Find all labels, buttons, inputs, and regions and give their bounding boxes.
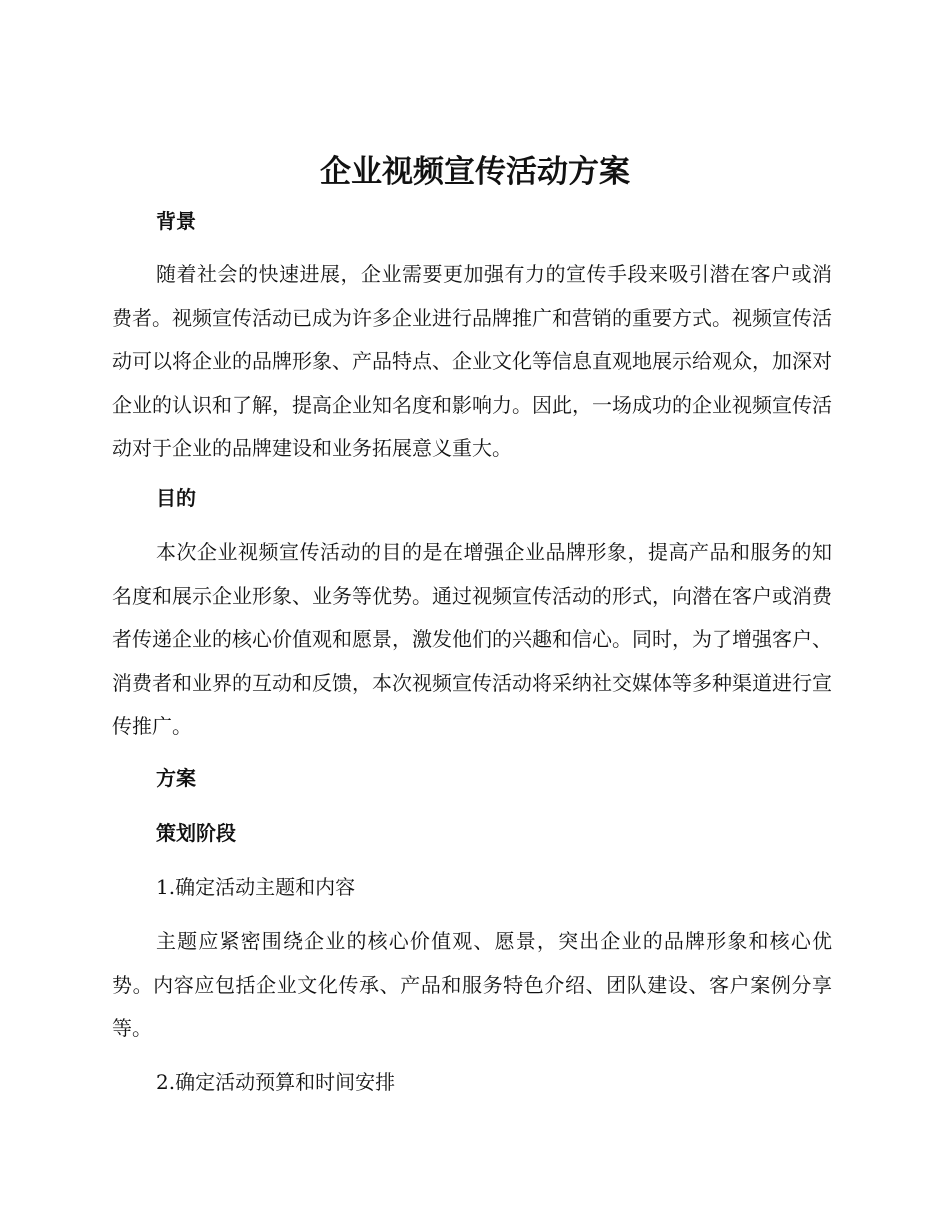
list-item-title-2: 2.确定活动预算和时间安排 xyxy=(156,1070,396,1094)
section-heading-background: 背景 xyxy=(156,209,196,233)
section-heading-plan: 方案 xyxy=(156,766,196,790)
purpose-paragraph: 本次企业视频宣传活动的目的是在增强企业品牌形象，提高产品和服务的知名度和展示企业形象、业务等优势。通过视频宣传活动的形式，向潜在客户或消费者传递企业的核心价值观和愿景，激发他们的兴趣和信心。同时，为了增强客户、消费者和业界的互动和反馈，本次视频宣传活动将采纳社交媒体等多种渠道进行宣传推广。 xyxy=(112,540,832,738)
subheading-planning-stage: 策划阶段 xyxy=(156,821,236,845)
section-heading-purpose: 目的 xyxy=(156,486,196,510)
item1-paragraph: 主题应紧密围绕企业的核心价值观、愿景，突出企业的品牌形象和核心优势。内容应包括企业文化传承、产品和服务特色介绍、团队建设、客户案例分享等。 xyxy=(112,929,832,1040)
list-item-title-1: 1.确定活动主题和内容 xyxy=(156,875,356,899)
document-title: 企业视频宣传活动方案 xyxy=(320,154,630,190)
background-paragraph: 随着社会的快速进展，企业需要更加强有力的宣传手段来吸引潜在客户或消费者。视频宣传活动已成为许多企业进行品牌推广和营销的重要方式。视频宣传活动可以将企业的品牌形象、产品特点、企业文化等信息直观地展示给观众，加深对企业的认识和了解，提高企业知名度和影响力。因此，一场成功的企业视频宣传活动对于企业的品牌建设和业务拓展意义重大。 xyxy=(112,262,832,460)
